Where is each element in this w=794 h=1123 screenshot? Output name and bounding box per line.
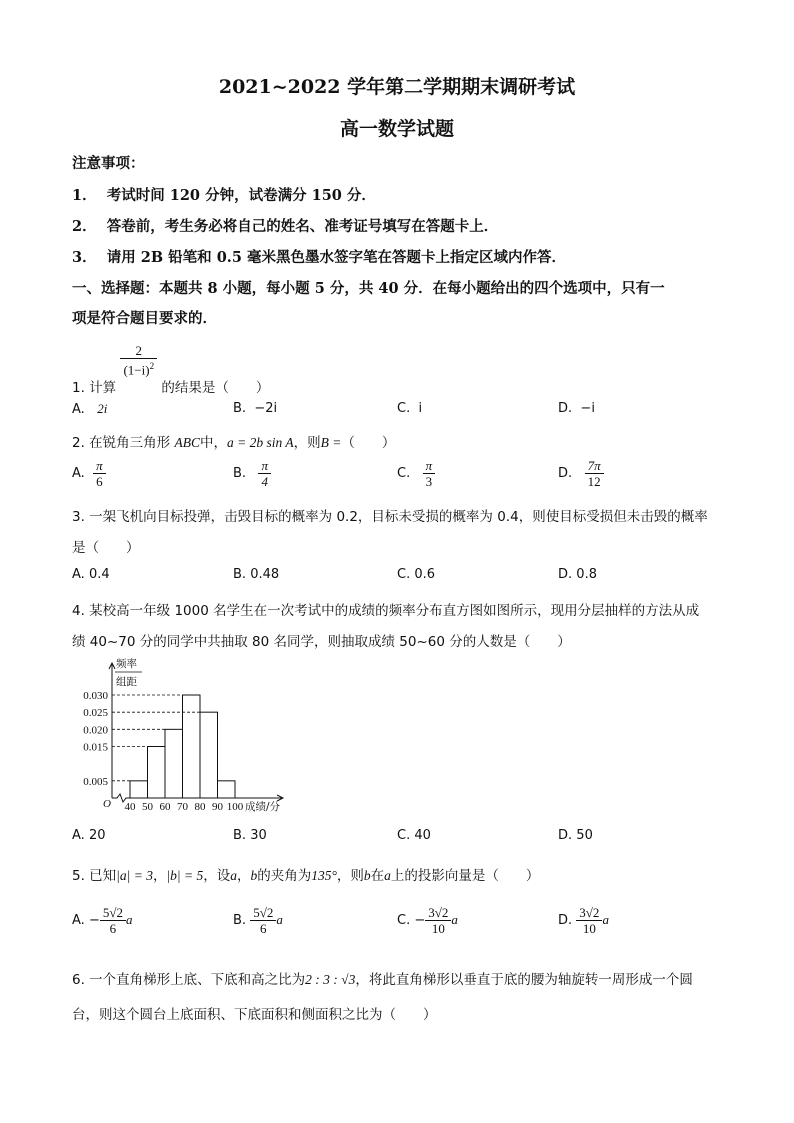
option-sign: − [88, 913, 100, 928]
option-label: C. [397, 828, 411, 843]
q5-mid3: 在 [370, 868, 385, 884]
q5-option-d [558, 905, 609, 936]
chart-root [83, 657, 283, 813]
section-heading-line2: 项是符合题目要求的． [72, 310, 217, 327]
option-text: 0.6 [414, 567, 436, 582]
q2-equation: a = 2b sin A [226, 435, 294, 450]
q2-triangle: ABC [174, 435, 200, 450]
frac-num: π [423, 458, 436, 474]
q6-prefix: 6. 一个直角梯形上底、下底和高之比为 [72, 972, 306, 988]
x-tick-label: 40 [124, 801, 136, 813]
q6-suffix: ，将此直角梯形以垂直于底的腰为轴旋转一周形成一个圆 [355, 972, 693, 988]
frac-den: 6 [96, 474, 103, 489]
q5-prefix: 5. 已知 [72, 868, 117, 884]
option-label: D. [558, 913, 573, 928]
q2-option-b [233, 458, 271, 489]
option-label: D. [558, 567, 573, 582]
option-text: −i [580, 401, 595, 416]
option-label: A. [72, 913, 85, 928]
q6-ratio: 2 : 3 : √3 [305, 972, 356, 987]
option-vector: a [276, 912, 283, 927]
q5-given-a: |a| = 3 [116, 868, 153, 883]
option-text: 20 [88, 828, 106, 843]
option-fraction [423, 458, 436, 489]
x-tick-label: 70 [177, 801, 188, 813]
q2-suffix: （ ） [341, 435, 396, 451]
option-label: A. [72, 828, 85, 843]
q1-frac-den-wrap [120, 359, 157, 377]
q2-mid: 中， [199, 435, 227, 451]
histogram-bar [165, 729, 183, 798]
notice-text: 请用 2B 铅笔和 0.5 毫米黑色墨水签字笔在答题卡上指定区域内作答． [106, 249, 566, 266]
q2-var: B = [320, 435, 342, 450]
question-6-line2: 台，则这个圆台上底面积、下底面积和侧面积之比为（ ） [72, 1007, 437, 1023]
histogram-bar [200, 712, 218, 798]
q1-frac-num: 2 [120, 343, 157, 359]
q1-option-d [558, 401, 595, 416]
q5-given-b: |b| = 5 [166, 868, 204, 883]
x-axis-label: 成绩/分 [245, 801, 281, 813]
q1-prefix: 1. 计算 [72, 380, 117, 397]
q5-sep2: ， [237, 868, 251, 884]
option-label: D. [558, 828, 573, 843]
q2-option-c [397, 458, 435, 489]
q1-suffix: 的结果是（ ） [161, 380, 270, 397]
q5-vector-b2: b [363, 868, 371, 883]
option-vector: a [602, 912, 609, 927]
notice-text: 答卷前，考生务必将自己的姓名、准考证号填写在答题卡上． [106, 218, 499, 235]
option-label: A. [72, 567, 85, 582]
q5-mid2: ，则 [336, 868, 364, 884]
notice-item-3 [72, 246, 566, 267]
q2-option-a [72, 458, 106, 489]
option-label: A. [72, 402, 85, 417]
question-6-line1 [72, 968, 693, 988]
frac-num: π [258, 458, 271, 474]
frac-den: 10 [431, 921, 445, 936]
option-vector: a [125, 912, 133, 927]
frac-num: 3√2 [576, 905, 602, 921]
option-vector: a [451, 912, 458, 927]
question-3-line1: 3. 一架飞机向目标投弹，击毁目标的概率为 0.2，目标未受损的概率为 0.4，则使目标受损但未击毁的概率 [72, 509, 708, 525]
notice-item-2 [72, 215, 498, 236]
q3-option-d [558, 567, 597, 582]
question-3-line2: 是（ ） [72, 540, 140, 556]
notice-item-1 [72, 184, 376, 205]
q1-option-b [233, 401, 277, 416]
option-label: B. [233, 913, 247, 928]
q4-option-c [397, 828, 431, 843]
notice-num: 2． [72, 218, 97, 235]
option-label: B. [233, 567, 247, 582]
y-tick-label: 0.005 [83, 775, 108, 788]
y-tick-label: 0.020 [83, 724, 108, 737]
y-tick-label: 0.025 [83, 707, 108, 720]
q5-suffix: 上的投影向量是（ ） [390, 868, 540, 884]
frequency-histogram [72, 655, 312, 815]
notice-num: 3． [72, 249, 97, 266]
frac-den: 4 [261, 474, 268, 489]
q5-angle-text: 的夹角为 [257, 868, 312, 884]
notice-num: 1． [72, 187, 97, 204]
frac-den: 12 [587, 474, 601, 489]
q1-frac-exp: 2 [149, 361, 155, 371]
q3-option-c [397, 567, 435, 582]
option-fraction [258, 458, 271, 489]
x-tick-label: 90 [212, 801, 223, 813]
frac-num: 3√2 [425, 905, 451, 921]
option-label: C. [397, 913, 411, 928]
x-tick-label: 60 [159, 801, 171, 813]
option-label: B. [233, 401, 247, 416]
x-tick-label: 80 [194, 801, 206, 813]
question-4-line1: 4. 某校高一年级 1000 名学生在一次考试中的成绩的频率分布直方图如图所示，现用分层抽样的方法从成 [72, 603, 700, 619]
option-fraction [425, 905, 451, 936]
q5-vector-a2: a [384, 868, 391, 883]
frac-num: π [93, 458, 106, 474]
option-text: 0.8 [576, 567, 597, 582]
q1-frac-den: (1−i) [123, 362, 150, 378]
histogram-bar [183, 695, 201, 798]
option-fraction [93, 458, 106, 489]
frac-den: 10 [582, 921, 596, 936]
option-text: −2i [254, 401, 278, 416]
option-fraction [585, 458, 604, 489]
frac-den: 3 [425, 474, 433, 489]
option-label: C. [397, 567, 411, 582]
q5-option-a [72, 905, 132, 936]
origin-label: O [103, 798, 111, 810]
question-2 [72, 431, 395, 451]
q5-vector-b: b [250, 868, 258, 883]
q2-prefix: 2. 在锐角三角形 [72, 435, 171, 451]
option-label: B. [233, 828, 247, 843]
q1-option-a [72, 401, 107, 417]
q1-fraction [120, 343, 157, 377]
option-text: 2i [97, 401, 108, 416]
x-tick-label: 50 [142, 801, 153, 813]
q4-option-d [558, 828, 593, 843]
q5-option-c [397, 905, 458, 936]
x-tick-label: 100 [226, 801, 244, 813]
frac-num: 5√2 [100, 905, 126, 921]
option-text: 50 [576, 828, 593, 843]
frac-den: 6 [109, 921, 117, 936]
option-text: 30 [250, 828, 267, 843]
notice-text: 考试时间 120 分钟，试卷满分 150 分． [106, 187, 376, 204]
option-label: C. [397, 466, 411, 481]
option-label: B. [233, 466, 247, 481]
option-text: 0.48 [250, 567, 280, 582]
histogram-bar [218, 781, 236, 798]
question-4-line2: 绩 40~70 分的同学中共抽取 80 名同学，则抽取成绩 50~60 分的人数是（ ） [72, 634, 571, 650]
notice-heading: 注意事项： [72, 155, 145, 172]
y-label-top: 频率 [116, 658, 137, 670]
option-text: i [418, 401, 423, 416]
q1-option-c [397, 401, 422, 416]
question-1 [72, 343, 270, 397]
option-text: 40 [414, 828, 431, 843]
option-label: A. [72, 466, 85, 481]
q2-option-d [558, 458, 604, 489]
exam-title: 2021~2022 学年第二学期期末调研考试 [218, 76, 576, 98]
q5-mid1: ，设 [203, 868, 231, 884]
frac-den: 6 [260, 921, 267, 936]
option-label: C. [397, 401, 411, 416]
frac-num: 7π [585, 458, 604, 474]
q5-sep: ， [152, 868, 167, 884]
histogram-bar [130, 781, 148, 798]
option-sign: − [414, 913, 426, 928]
q4-option-a [72, 828, 105, 843]
question-5 [72, 864, 539, 884]
q2-ask: ，则 [293, 435, 321, 451]
y-label-bottom: 组距 [116, 676, 137, 688]
y-tick-label: 0.015 [83, 741, 108, 754]
option-fraction [576, 905, 602, 936]
q5-option-b [233, 905, 283, 936]
option-label: D. [558, 401, 573, 416]
q5-angle: 135° [311, 868, 337, 883]
option-fraction [250, 905, 276, 936]
option-label: D. [558, 466, 573, 481]
option-fraction [100, 905, 126, 936]
q3-option-a [72, 567, 110, 582]
frac-num: 5√2 [250, 905, 276, 921]
histogram-bar [148, 747, 166, 799]
q4-option-b [233, 828, 267, 843]
y-tick-label: 0.030 [83, 690, 108, 702]
exam-subtitle: 高一数学试题 [339, 118, 454, 140]
q3-option-b [233, 567, 279, 582]
option-text: 0.4 [88, 567, 110, 582]
section-heading-line1: 一、选择题：本题共 8 小题，每小题 5 分，共 40 分．在每小题给出的四个选项中，只有一 [72, 280, 665, 297]
q5-vector-a: a [230, 868, 238, 883]
